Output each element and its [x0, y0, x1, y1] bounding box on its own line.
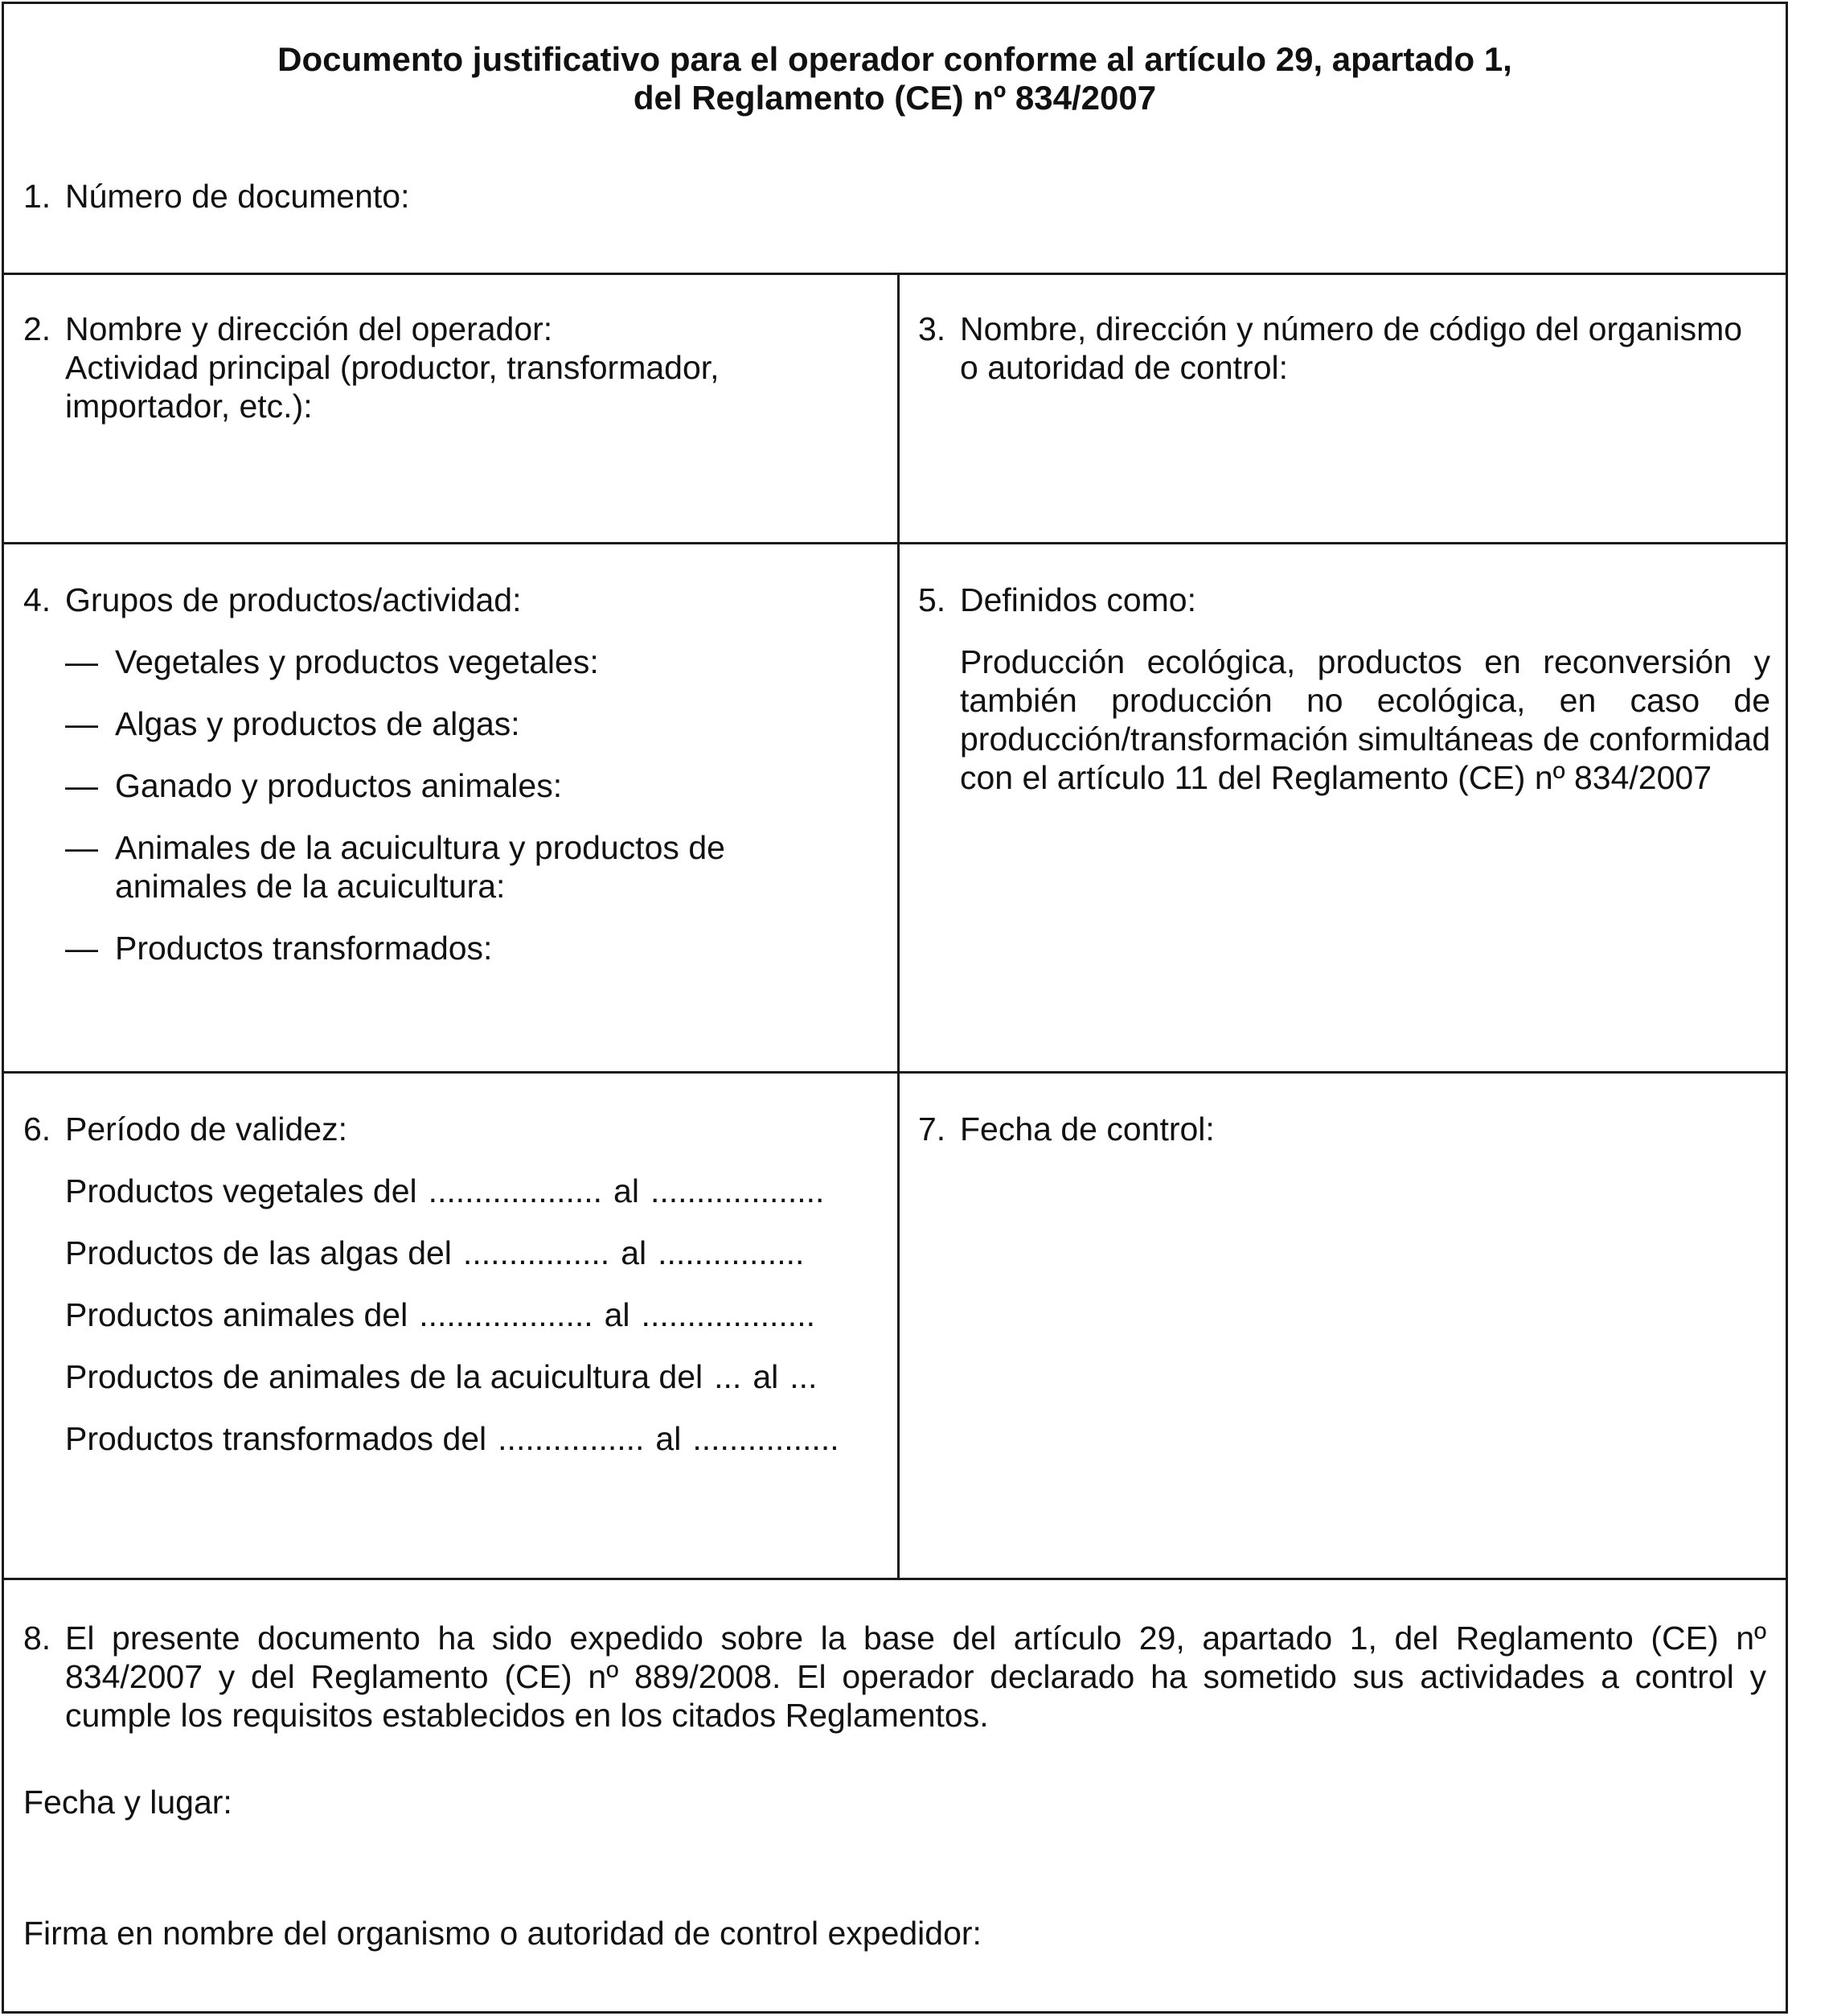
document-title-line2: del Reglamento (CE) nº 834/2007 [633, 79, 1157, 117]
date-to-field[interactable]: ................ [658, 1234, 805, 1271]
defined-as-label: Definidos como: [960, 581, 1196, 618]
validity-line [23, 1357, 879, 1396]
section-7 [918, 1110, 1770, 1148]
validity-prefix: Productos transformados del [65, 1420, 487, 1457]
section-1 [23, 177, 1766, 216]
section-4 [23, 581, 876, 967]
product-group-vegetables: Vegetales y productos vegetales: [115, 643, 599, 680]
product-group-aquaculture: Animales de la acuicultura y productos de animales de la acuicultura: [115, 829, 725, 905]
product-group-item [23, 929, 876, 967]
product-group-item [23, 704, 876, 743]
signature-label: Firma en nombre del organismo o autoridad de control expedidor: [23, 1915, 982, 1952]
validity-al: al [621, 1234, 647, 1271]
section-2 [23, 310, 876, 425]
validity-row [4, 1071, 1786, 1580]
date-to-field[interactable]: ................... [650, 1172, 825, 1209]
section-8-number: 8. [23, 1620, 51, 1657]
column-divider [897, 273, 900, 1580]
control-body-label-line1: Nombre, dirección y número de código del organismo [960, 310, 1743, 347]
product-group-algae: Algas y productos de algas: [115, 705, 520, 742]
main-activity-label-line2: importador, etc.): [65, 388, 313, 425]
main-activity-label-line1: Actividad principal (productor, transformador, [65, 349, 720, 386]
validity-prefix: Productos de animales de la acuicultura del [65, 1358, 703, 1395]
validity-prefix: Productos animales del [65, 1296, 408, 1333]
document-title [4, 40, 1786, 117]
validity-period-label: Período de validez: [65, 1111, 348, 1148]
date-from-field[interactable]: ................... [428, 1172, 603, 1209]
product-groups-label: Grupos de productos/actividad: [65, 581, 522, 618]
products-row [4, 542, 1786, 1074]
defined-as-text: Producción ecológica, productos en reconversión y también producción no ecológica, en caso de producción/transformación simultáneas de conformidad con el artículo 11 del Reglamento (CE) nº 834/2007 [960, 643, 1770, 796]
date-to-field[interactable]: ... [789, 1358, 818, 1395]
date-from-field[interactable]: ................ [498, 1420, 645, 1457]
date-place-label: Fecha y lugar: [23, 1784, 232, 1821]
validity-line [23, 1295, 879, 1334]
product-group-processed: Productos transformados: [115, 930, 493, 967]
validity-prefix: Productos de las algas del [65, 1234, 452, 1271]
date-from-field[interactable]: ................... [419, 1296, 593, 1333]
validity-al: al [604, 1296, 630, 1333]
operator-row [4, 273, 1786, 544]
dash-bullet: — [65, 930, 98, 967]
dash-bullet: — [65, 705, 98, 742]
section-7-number: 7. [918, 1111, 946, 1148]
dash-bullet: — [65, 829, 98, 866]
section-8 [23, 1619, 1766, 1735]
section-5-number: 5. [918, 581, 946, 618]
validity-al: al [613, 1172, 639, 1209]
section-3-number: 3. [918, 310, 946, 347]
section-6-number: 6. [23, 1111, 51, 1148]
declaration-row [4, 1578, 1786, 2016]
operator-name-label: Nombre y dirección del operador: [65, 310, 553, 347]
section-2-number: 2. [23, 310, 51, 347]
validity-al: al [753, 1358, 779, 1395]
dash-bullet: — [65, 767, 98, 804]
validity-prefix: Productos vegetales del [65, 1172, 417, 1209]
product-group-item [23, 766, 876, 805]
validity-line [23, 1419, 879, 1458]
validity-line [23, 1234, 879, 1272]
title-row [4, 4, 1786, 275]
section-6 [23, 1110, 879, 1458]
dash-bullet: — [65, 643, 98, 680]
date-from-field[interactable]: ... [714, 1358, 742, 1395]
section-5 [918, 581, 1770, 797]
document-number-label: Número de documento: [65, 178, 410, 215]
section-3 [918, 310, 1770, 387]
document-title-line1: Documento justificativo para el operador conforme al artículo 29, apartado 1, [277, 40, 1512, 78]
control-date-label: Fecha de control: [960, 1111, 1215, 1148]
product-group-livestock: Ganado y productos animales: [115, 767, 563, 804]
section-4-number: 4. [23, 581, 51, 618]
validity-line [23, 1172, 879, 1210]
section-1-number: 1. [23, 178, 51, 215]
control-body-label-line2: o autoridad de control: [960, 349, 1288, 386]
date-to-field[interactable]: ................ [692, 1420, 839, 1457]
declaration-text: El presente documento ha sido expedido sobre la base del artículo 29, apartado 1, del Reglamento (CE) nº 834/2007 y del Reglamento (CE) nº 889/2008. El operador declarado ha sometido sus actividades a control y cumple los requisitos establecidos en los citados Reglamentos. [65, 1620, 1766, 1734]
product-group-item [23, 828, 876, 905]
certificate-form [2, 2, 1788, 2014]
validity-al: al [655, 1420, 682, 1457]
product-group-item [23, 643, 876, 681]
date-from-field[interactable]: ................ [462, 1234, 610, 1271]
date-to-field[interactable]: ................... [641, 1296, 815, 1333]
